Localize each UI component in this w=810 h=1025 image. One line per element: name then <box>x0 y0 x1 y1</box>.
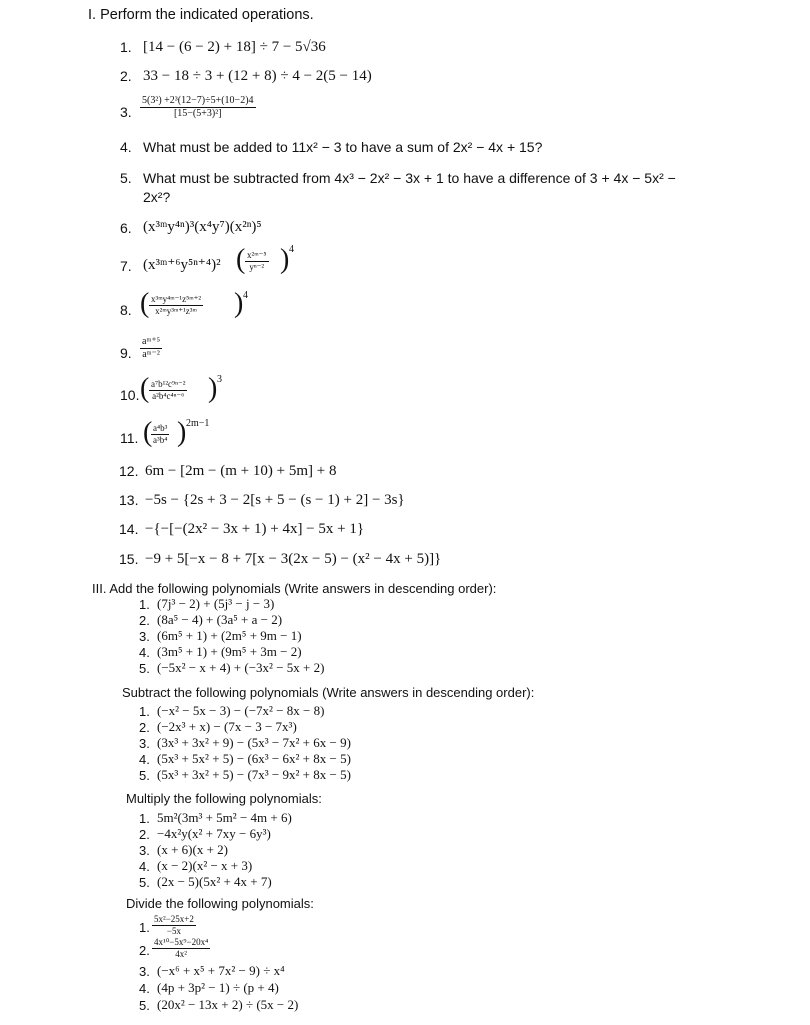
add-item-5-expression: (−5x² − x + 4) + (−3x² − 5x + 2) <box>157 660 325 675</box>
mul-item-5-number: 5. <box>139 875 150 890</box>
div-item-4-expression: (4p + 3p² − 1) ÷ (p + 4) <box>157 980 279 995</box>
s1-item-1-expression: [14 − (6 − 2) + 18] ÷ 7 − 5√36 <box>143 39 326 55</box>
section-3-heading: III. Add the following polynomials (Write answers in descending order): <box>92 581 497 596</box>
s1-item-8-denominator: x²ᵐy³ᵐ⁺¹z³ᵐ <box>149 305 203 317</box>
s1-item-11-power: 2m−1 <box>186 418 210 429</box>
sub-item-2-number: 2. <box>139 720 150 735</box>
mul-item-4-expression: (x − 2)(x² − x + 3) <box>157 858 253 873</box>
s1-item-11-number: 11. <box>120 430 139 446</box>
s1-item-13-expression: −5s − {2s + 3 − 2[s + 5 − (s − 1) + 2] − 3s} <box>145 492 405 508</box>
add-item-3-expression: (6m⁵ + 1) + (2m⁵ + 9m − 1) <box>157 628 302 643</box>
s1-item-4-number: 4. <box>120 139 132 155</box>
s1-item-11-denominator: a³b⁴ <box>153 435 168 445</box>
s1-item-12-expression: 6m − [2m − (m + 10) + 5m] + 8 <box>145 463 337 479</box>
multiply-heading: Multiply the following polynomials: <box>126 791 322 806</box>
add-item-2-expression: (8a⁵ − 4) + (3a⁵ + a − 2) <box>157 612 283 627</box>
s1-item-14-expression: −{−[−(2x² − 3x + 1) + 4x] − 5x + 1} <box>145 521 365 537</box>
s1-item-9-numerator: aᵐ⁺⁵ <box>142 336 161 347</box>
s1-item-8-power: 4 <box>243 290 248 301</box>
sub-item-4-number: 4. <box>139 752 150 767</box>
s1-item-3-denominator: [15−(5+3)²] <box>140 107 256 120</box>
div-item-4-number: 4. <box>139 981 150 996</box>
mul-item-2-expression: −4x²y(x² + 7xy − 6y³) <box>157 826 271 841</box>
s1-item-9-fraction <box>140 336 162 361</box>
s1-item-1-number: 1. <box>120 39 132 55</box>
add-item-5-number: 5. <box>139 661 150 676</box>
add-item-1-number: 1. <box>139 597 150 612</box>
div-item-3-number: 3. <box>139 964 150 979</box>
div-item-1-numerator: 5x²−25x+2 <box>154 914 194 924</box>
sub-item-5-number: 5. <box>139 768 150 783</box>
mul-item-5-expression: (2x − 5)(5x² + 4x + 7) <box>157 874 272 889</box>
s1-item-10-denominator: a²b⁴c⁴ⁿ⁻⁶ <box>149 390 187 402</box>
add-item-2-number: 2. <box>139 613 150 628</box>
s1-item-12-number: 12. <box>119 463 139 479</box>
div-item-2-denominator: 4x² <box>152 948 210 960</box>
div-item-2-fraction <box>152 937 210 960</box>
s1-item-7-open-paren: ( <box>236 244 246 275</box>
s1-item-10-numerator: a⁷b¹²c⁹ⁿ⁻² <box>151 379 186 389</box>
s1-item-5-number: 5. <box>120 170 132 186</box>
s1-item-7-expression: (x³ᵐ⁺⁶y⁵ⁿ⁺⁴)² <box>143 257 221 273</box>
s1-item-2-expression: 33 − 18 ÷ 3 + (12 + 8) ÷ 4 − 2(5 − 14) <box>143 68 372 84</box>
s1-item-5-text-continued: 2x²? <box>143 189 171 205</box>
s1-item-2-number: 2. <box>120 68 132 84</box>
s1-item-15-expression: −9 + 5[−x − 8 + 7[x − 3(2x − 5) − (x² − 4x + 5)]} <box>145 551 442 567</box>
s1-item-8-number: 8. <box>120 302 132 318</box>
s1-item-10-power: 3 <box>217 374 222 385</box>
subtract-heading: Subtract the following polynomials (Write answers in descending order): <box>122 685 535 700</box>
s1-item-10-close-paren: ) <box>208 373 218 404</box>
divide-heading: Divide the following polynomials: <box>126 896 314 911</box>
s1-item-3-fraction <box>140 95 256 120</box>
add-item-1-expression: (7j³ − 2) + (5j³ − j − 3) <box>157 596 275 611</box>
add-item-3-number: 3. <box>139 629 150 644</box>
mul-item-3-number: 3. <box>139 843 150 858</box>
add-item-4-expression: (3m⁵ + 1) + (9m⁵ + 3m − 2) <box>157 644 302 659</box>
sub-item-5-expression: (5x³ + 3x² + 5) − (7x³ − 9x² + 8x − 5) <box>157 767 351 782</box>
sub-item-4-expression: (5x³ + 5x² + 5) − (6x³ − 6x² + 8x − 5) <box>157 751 351 766</box>
s1-item-7-close-paren: ) <box>280 244 290 275</box>
div-item-1-number: 1. <box>139 920 150 935</box>
s1-item-7-fraction <box>245 250 269 273</box>
sub-item-3-expression: (3x³ + 3x² + 9) − (5x³ − 7x² + 6x − 9) <box>157 735 351 750</box>
mul-item-4-number: 4. <box>139 859 150 874</box>
s1-item-7-denominator: yⁿ⁻² <box>245 261 269 273</box>
div-item-1-denominator: −5x <box>152 925 196 937</box>
s1-item-11-open-paren: ( <box>143 417 153 448</box>
div-item-1-fraction <box>152 914 196 937</box>
section-1-heading: I. Perform the indicated operations. <box>88 7 314 23</box>
s1-item-8-numerator: x³ᵐy⁴ᵐ⁻¹z⁵ᵐ⁺² <box>151 294 202 304</box>
sub-item-2-expression: (−2x³ + x) − (7x − 3 − 7x³) <box>157 719 297 734</box>
add-item-4-number: 4. <box>139 645 150 660</box>
s1-item-8-close-paren: ) <box>234 288 244 319</box>
s1-item-15-number: 15. <box>119 551 139 567</box>
s1-item-7-power: 4 <box>289 244 294 255</box>
mul-item-1-number: 1. <box>139 811 150 826</box>
s1-item-11-close-paren: ) <box>177 417 187 448</box>
s1-item-11-fraction <box>151 423 169 446</box>
s1-item-10-number: 10. <box>120 387 140 403</box>
s1-item-14-number: 14. <box>119 521 139 537</box>
div-item-5-expression: (20x² − 13x + 2) ÷ (5x − 2) <box>157 997 299 1012</box>
s1-item-7-numerator: x²ᵐ⁻⁵ <box>247 250 267 260</box>
s1-item-4-text: What must be added to 11x² − 3 to have a sum of 2x² − 4x + 15? <box>143 139 543 155</box>
s1-item-3-number: 3. <box>120 104 132 120</box>
sub-item-3-number: 3. <box>139 736 150 751</box>
s1-item-3-numerator: 5(3²) +2³(12−7)÷5+(10−2)4 <box>142 95 254 106</box>
s1-item-11-numerator: a⁴b³ <box>153 423 168 433</box>
sub-item-1-expression: (−x² − 5x − 3) − (−7x² − 8x − 8) <box>157 703 325 718</box>
s1-item-13-number: 13. <box>119 492 139 508</box>
div-item-5-number: 5. <box>139 998 150 1013</box>
div-item-3-expression: (−x⁶ + x⁵ + 7x² − 9) ÷ x⁴ <box>157 963 285 978</box>
sub-item-1-number: 1. <box>139 704 150 719</box>
mul-item-2-number: 2. <box>139 827 150 842</box>
s1-item-7-number: 7. <box>120 258 132 274</box>
div-item-2-number: 2. <box>139 943 150 958</box>
mul-item-3-expression: (x + 6)(x + 2) <box>157 842 228 857</box>
s1-item-10-fraction <box>149 379 187 402</box>
s1-item-6-number: 6. <box>120 220 132 236</box>
div-item-2-numerator: 4x¹⁰−5x⁹−20x⁴ <box>154 937 209 947</box>
mul-item-1-expression: 5m²(3m³ + 5m² − 4m + 6) <box>157 810 292 825</box>
s1-item-6-expression: (x³ᵐy⁴ⁿ)³(x⁴y⁷)(x²ⁿ)⁵ <box>143 219 262 235</box>
s1-item-9-number: 9. <box>120 345 132 361</box>
s1-item-8-fraction <box>149 294 203 317</box>
s1-item-10-open-paren: ( <box>140 373 150 404</box>
s1-item-9-denominator: aᵐ⁻² <box>140 348 162 361</box>
s1-item-8-open-paren: ( <box>140 288 150 319</box>
s1-item-5-text: What must be subtracted from 4x³ − 2x² − 3x + 1 to have a difference of 3 + 4x − 5x² − <box>143 170 676 186</box>
